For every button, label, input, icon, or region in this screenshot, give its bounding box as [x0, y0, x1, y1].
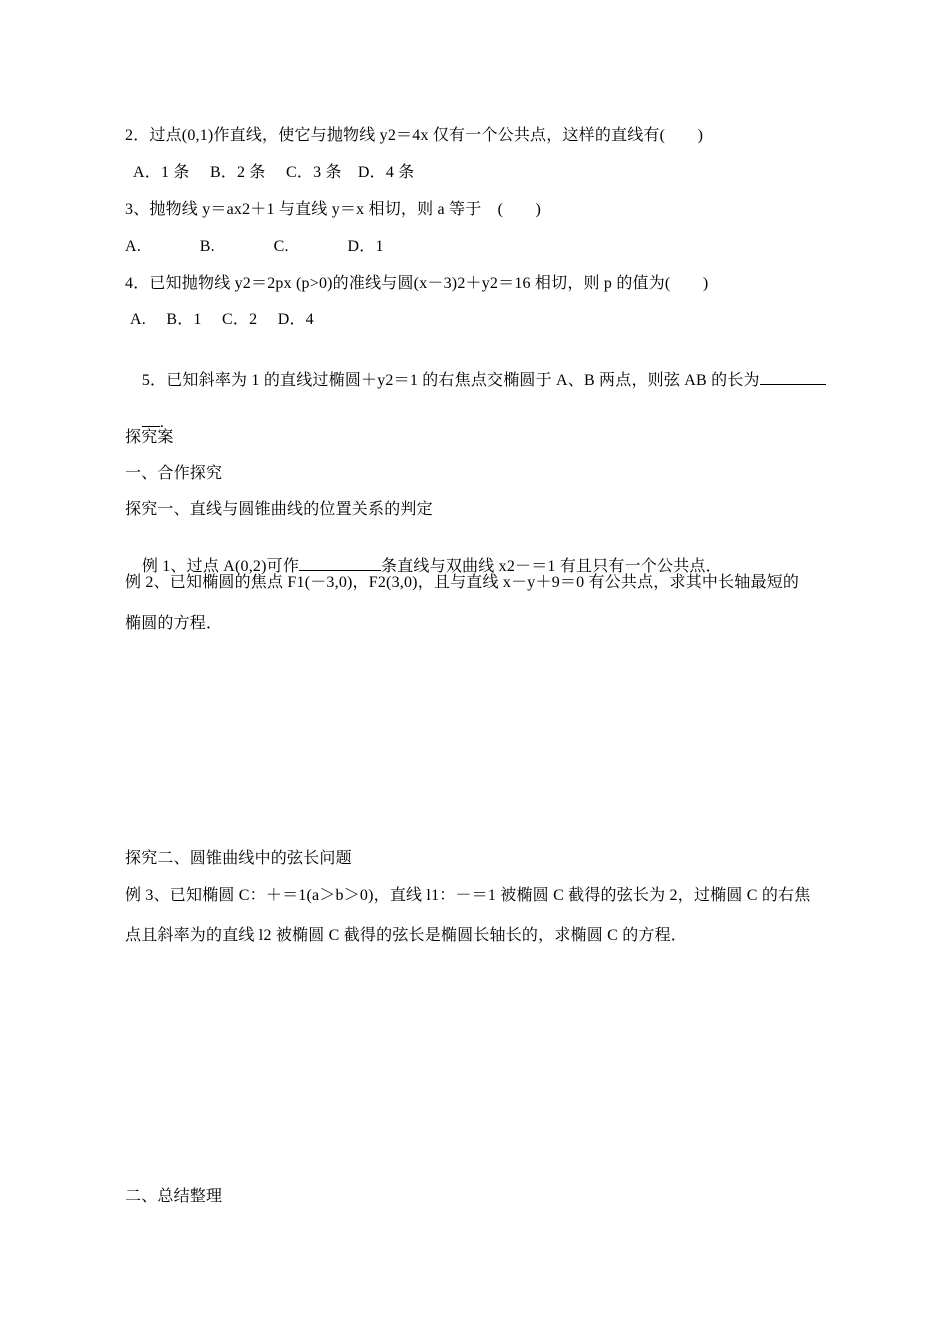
question-5-period: . [159, 414, 165, 431]
question-2-options: A．1 条 B．2 条 C．3 条 D．4 条 [133, 164, 415, 181]
inquiry-1-title: 探究一、直线与圆锥曲线的位置关系的判定 [125, 501, 433, 518]
answer-blank-continued [142, 412, 160, 427]
example-1-text-b: 条直线与双曲线 x2－＝1 有且只有一个公共点． [381, 558, 722, 575]
example-3-line-2: 点且斜率为的直线 l2 被椭圆 C 截得的弦长是椭圆长轴长的，求椭圆 C 的方程． [125, 927, 687, 944]
question-5-text: 5．已知斜率为 1 的直线过椭圆＋y2＝1 的右焦点交椭圆于 A、B 两点，则弦 AB 的长为 [141, 372, 760, 389]
question-4-options: A. B．1 C．2 D．4 [130, 311, 314, 328]
part-1-title: 一、合作探究 [125, 465, 223, 482]
example-2-line-1: 例 2、已知椭圆的焦点 F1(－3,0)，F2(3,0)，且与直线 x－y＋9＝0 有公共点，求其中长轴最短的 [125, 574, 800, 591]
inquiry-2-title: 探究二、圆锥曲线中的弦长问题 [125, 850, 352, 867]
question-5 [125, 350, 826, 411]
question-3: 3、抛物线 y＝ax2＋1 与直线 y＝x 相切，则 a 等于 ( ) [125, 201, 542, 218]
example-1-blank [299, 556, 381, 571]
example-2-line-2: 椭圆的方程． [125, 615, 223, 632]
question-2: 2．过点(0,1)作直线，使它与抛物线 y2＝4x 仅有一个公共点，这样的直线有( ) [125, 127, 704, 144]
section-title: 探究案 [125, 429, 174, 446]
example-3-line-1: 例 3、已知椭圆 C：＋＝1(a＞b＞0)，直线 l1：－＝1 被椭圆 C 截得的弦长为 2，过椭圆 C 的右焦 [125, 887, 811, 904]
example-1-text-a: 例 1、过点 A(0,2)可作 [141, 558, 300, 575]
question-4: 4．已知抛物线 y2＝2px (p>0)的准线与圆(x－3)2＋y2＝16 相切，则 p 的值为( ) [125, 275, 709, 292]
part-3-title: 二、总结整理 [125, 1188, 223, 1205]
question-3-options: A. B. C. D．1 [125, 238, 384, 255]
answer-blank [760, 370, 826, 385]
